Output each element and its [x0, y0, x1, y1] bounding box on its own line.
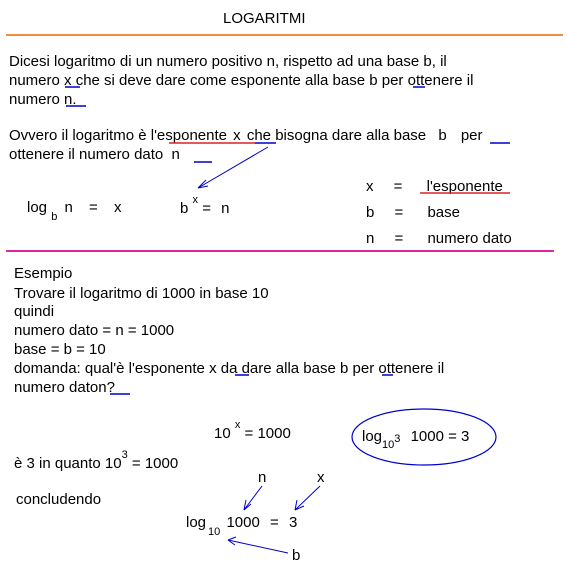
highlight-b: b — [369, 72, 378, 89]
power-value: n — [221, 200, 230, 217]
answer-text: è 3 in quanto 10 — [14, 455, 122, 472]
example-line-1: Trovare il logaritmo di 1000 in base 10 — [14, 285, 269, 302]
conclusion-argument: 1000 — [226, 514, 260, 531]
legend-symbol: b — [366, 204, 375, 221]
example-text: per ottenere il — [352, 360, 445, 377]
circled-log-subscript-10: 10 — [382, 439, 395, 451]
page-title: LOGARITMI — [223, 10, 306, 27]
equation-exponent: x — [234, 419, 241, 431]
conclusion-value: 3 — [288, 514, 298, 531]
example-text: da dare alla base — [220, 360, 336, 377]
red-underlines — [169, 143, 510, 193]
example-line-3: numero dato = n = 1000 — [14, 322, 175, 339]
example-heading: Esempio — [14, 265, 73, 282]
legend-desc: numero dato — [427, 230, 512, 247]
circled-log-word: log — [362, 428, 383, 445]
definition-text: numero — [9, 72, 60, 89]
definition-text: per ottenere il — [381, 72, 474, 89]
definition-text: che si deve dare come esponente alla base — [75, 72, 366, 89]
definition-text: numero — [9, 91, 60, 108]
example-line-4: base = b = 10 — [14, 341, 106, 358]
legend-desc: l'esponente — [426, 178, 503, 195]
log-base-subscript: b — [51, 211, 58, 223]
power-exponent: x — [192, 194, 199, 206]
legend-symbol: x — [366, 178, 374, 195]
example-text: domanda: qual'è l'esponente — [14, 360, 205, 377]
definition-line-1: Dicesi logaritmo di un numero positivo n, rispetto ad una base b, il — [9, 53, 447, 70]
highlight-b: b — [438, 127, 447, 144]
blue-underlines — [65, 87, 510, 394]
conclusion-x-label: x — [317, 469, 325, 486]
power-equals: = — [202, 200, 211, 217]
log-argument: n — [64, 199, 73, 216]
answer-exponent: 3 — [121, 449, 128, 461]
conclusion-b-label: b — [292, 547, 301, 564]
example-line-2: quindi — [14, 303, 55, 320]
conclusion-subscript: 10 — [208, 526, 221, 538]
definition-text: Ovvero il logaritmo è — [9, 127, 147, 144]
legend-symbol: n — [366, 230, 375, 247]
legend-equals: = — [394, 204, 404, 221]
log-word: log — [27, 199, 48, 216]
highlight-n: n — [171, 146, 180, 163]
circled-log-subscript-3: 3 — [394, 433, 401, 445]
highlight-esponente: l'esponente — [150, 127, 227, 144]
conclusion-label: concludendo — [16, 491, 102, 508]
definition-text: per — [460, 127, 483, 144]
answer-result: = 1000 — [131, 455, 179, 472]
equation-base: 10 — [214, 425, 231, 442]
highlight-b: b — [340, 360, 349, 377]
circled-log-rest: 1000 = 3 — [410, 428, 470, 445]
power-base: b — [180, 200, 189, 217]
arrows — [198, 147, 320, 553]
equation-rest: = 1000 — [244, 425, 291, 442]
conclusion-equals: = — [270, 514, 279, 531]
log-value: x — [113, 199, 122, 216]
highlight-x: x — [233, 127, 241, 144]
definition-text: che bisogna dare alla base — [246, 127, 427, 144]
legend-desc: base — [427, 204, 460, 221]
legend-equals: = — [393, 178, 403, 195]
circled-log-ellipse — [352, 409, 496, 465]
conclusion-n-label: n — [258, 469, 267, 486]
highlight-x: x — [64, 72, 72, 89]
highlight-n: n? — [98, 379, 115, 396]
example-text: numero dato — [14, 379, 99, 396]
log-equals: = — [89, 199, 98, 216]
legend-equals: = — [394, 230, 404, 247]
conclusion-log-word: log — [186, 514, 207, 531]
highlight-x: x — [209, 360, 217, 377]
definition-text: ottenere il numero dato — [9, 146, 164, 163]
highlight-n: n. — [64, 91, 77, 108]
